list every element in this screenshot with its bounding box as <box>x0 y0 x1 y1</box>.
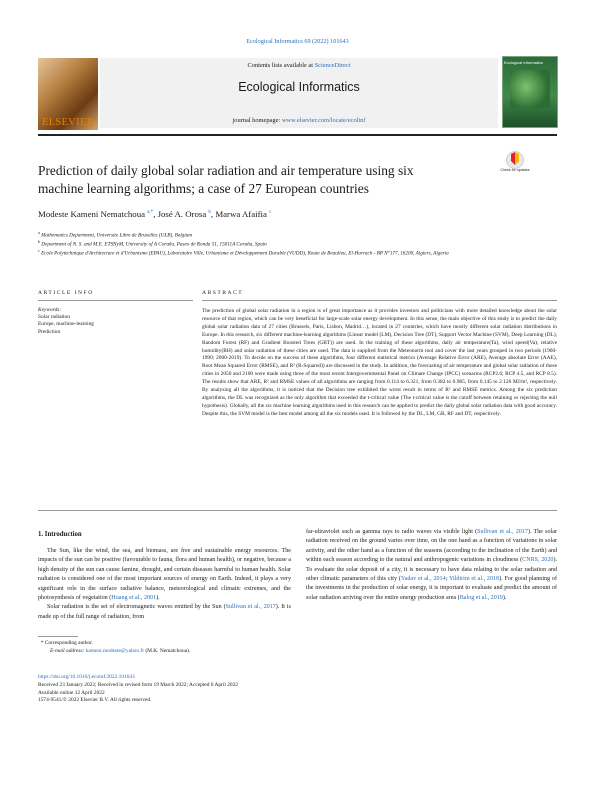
author-sup: b <box>208 210 211 216</box>
citation-link[interactable]: Yildirim et al., 2018 <box>448 576 500 583</box>
article-title <box>38 162 508 198</box>
keywords-label: Keywords: <box>38 307 62 313</box>
intro-paragraph-2 <box>38 603 291 622</box>
title-line-2: machine learning algorithms; a case of 27 European countries <box>38 181 369 196</box>
corresponding-text: Corresponding author. <box>44 640 93 646</box>
copyright: 1574-9541/© 2022 Elsevier B.V. All rights reserved. <box>38 697 152 704</box>
keyword: Europe, machine-learning <box>38 321 94 328</box>
available-online: Available online 12 April 2022 <box>38 689 105 696</box>
paragraph-text: ; <box>445 576 449 583</box>
introduction-heading: 1. Introduction <box>38 531 82 538</box>
affiliation-sup: b <box>38 239 40 244</box>
cover-title: Ecological Informatics <box>504 60 543 65</box>
author-list <box>38 209 558 219</box>
author-sup: a,* <box>147 210 154 216</box>
affiliation-sup: c <box>38 248 40 253</box>
intro-paragraph-continued <box>306 528 557 603</box>
abstract-text: The prediction of global solar radiation in a region is of great importance as it provides investors and politicians with more detailed knowledge about the solar resource of that region, which can be very beneficial for large-scale solar energy development. In this sense, the main objective of this study is to predict the daily global solar radiation data of 27 cities (Brussels, Paris, Lisbon, Madrid…), located in 27 countries, which have mostly different solar radiation distributions in Europe. In this research, six different machine-learning algorithms (Linear model (LM), Decision Tree (DT), Support Vector Machine (SVM), Deep Learning (DL), Random Forest (RF) and Gradient Boosted Trees (GBT)) are used. In the training of these algorithms, daily air temperature(Ta), wind speed(Va), relative humidity(RH) and solar radiation of these cities are used. The data is supplied from the Meteonorm tool and cover the last years grouped in two periods (1960-1990; 2000-2019). To decide on the success of these algorithms, four different statistical metrics (Average Relative Error (ARE), Average absolute Error (AAE), Root Mean Squared Error (RMSE), and R² (R-Squared)) are discussed in the study. In addition, the forecasting of air temperature and global solar radiation of these cities in 2050 and 2100 were made using three of the most recent Intergovernmental Panel on Climate Change (IPCC) scenarios (RCP2.6; RCP 4.5, and RCP 8.5). The results show that ARE, R² and RMSE values of all algorithms are ranging from 0.114 to 6.321, from 0.382 to 0.985, from 0.145 to 2.126 MJ/m², respectively. By analysing all the algorithms, it is noticed that the Decision tree exhibited the worst result in terms of R² and RMSE metrics. Among the six prediction algorithms, the DL was recognized as the only algorithm that exceeded the t-critical value (The t-critical value is the cutoff between retaining or rejecting the null hypothesis). Globally, all the six machine learning algorithms used in this research can be applied to predict the daily global solar radiation data with good accuracy. Despite this, the SVM model is the best model among all the six models used. It is followed by the DL, LM, GB, RF and DT, respectively. <box>202 308 557 417</box>
author-name: Modeste Kameni Nematchoua <box>38 209 145 219</box>
footnote <box>38 640 338 655</box>
check-for-updates-icon[interactable] <box>502 150 528 178</box>
author-separator: , <box>153 209 158 219</box>
author-3[interactable] <box>215 209 271 219</box>
article-info-rule <box>38 300 193 301</box>
homepage-line <box>100 117 498 124</box>
citation-link[interactable]: Balog et al., 2019 <box>459 594 503 601</box>
author-1[interactable] <box>38 209 153 219</box>
sciencedirect-link[interactable]: ScienceDirect <box>314 62 351 69</box>
citation-link[interactable]: Sullivan et al., 2017 <box>477 529 528 535</box>
affiliation-sup: a <box>38 230 40 235</box>
corresponding-note: * Corresponding author. <box>38 640 93 646</box>
author-name: Marwa Afaifia <box>215 209 267 219</box>
paragraph-text: ). To evaluate the solar deposit of a city, it is necessary to have data relating to the solar radiation and other climatic parameters of this city ( <box>306 557 558 583</box>
affiliation-c <box>38 247 543 258</box>
cover-artwork <box>510 70 550 108</box>
intro-left-column <box>38 547 291 622</box>
intro-right-column <box>306 528 557 603</box>
citation-link[interactable]: CNRS, 2020 <box>522 557 554 564</box>
received-dates: Received 23 January 2022; Received in revised form 19 March 2022; Accepted 6 April 2022 <box>38 681 238 688</box>
paragraph-text: The Sun, like the wind, the sea, and biomass, are free and sustainable energy resources. The impacts of the sun can be positive (favourable to fauna, flora and human health), or negative, because a high density of the sun can cause famine, drought, and certain diseases harmful to human health. Solar radiation is considered one of the most important sources of energy on Earth. Indeed, it plays a very significant role in the surface radiative balance, meteorological and climatic extremes, and the photosynthesis of vegetation ( <box>38 548 291 602</box>
abstract-rule <box>202 300 557 301</box>
paragraph-text: ). For good planning of the investments in the production of solar energy, it is important to evaluate and predict the amount of solar radiation arriving over the entire energy production area ( <box>306 576 557 601</box>
email-suffix: (M.K. Nematchoua). <box>144 647 191 654</box>
email-line <box>38 648 338 656</box>
keyword: Solar radiation <box>38 314 70 321</box>
paragraph-text: ). <box>502 594 507 601</box>
paragraph-text: ). The solar radiation received on the ground varies over time, on the one hand as a function of variations in solar activity, and the other hand as a function of the seasons (according to the inclination of the Earth) and within each season according to the natural and anthropogenic variations in cloudiness ( <box>306 529 558 564</box>
affiliation-text: Mathematics Department, Universite Libre de Bruxelles (ULB), Belgium <box>41 232 193 239</box>
contents-line <box>100 62 498 69</box>
keywords-block <box>38 307 168 336</box>
check-updates-label[interactable]: Check for updates <box>500 168 530 172</box>
paragraph-text: ). <box>156 595 160 602</box>
abstract-heading: ABSTRACT <box>202 290 244 296</box>
citation-link[interactable]: Huang et al., 2001 <box>111 595 157 602</box>
publication-info <box>38 674 438 705</box>
author-2[interactable] <box>158 209 211 219</box>
abstract-bottom-rule <box>38 510 557 511</box>
contents-prefix: Contents lists available at <box>247 62 315 69</box>
paragraph-text: Solar radiation is the set of electromagnetic waves emitted by the Sun ( <box>47 604 226 611</box>
intro-paragraph-1 <box>38 547 291 603</box>
title-line-1: Prediction of daily global solar radiation and air temperature using six <box>38 163 414 178</box>
email-label: E-mail address: <box>50 647 86 654</box>
journal-name: Ecological Informatics <box>238 80 360 94</box>
article-info-heading: ARTICLE INFO <box>38 290 94 296</box>
keyword: Prediction <box>38 328 61 335</box>
paragraph-text: ). It is made up of the full range of radiation, from <box>38 604 291 620</box>
author-sup: c <box>269 210 272 216</box>
citation-link[interactable]: Sullivan et al., 2017 <box>225 604 276 611</box>
citation-link[interactable]: Yadav et al., 2014 <box>400 576 446 583</box>
affiliation-text: Department of N. S. and M.E. ETSNyM, University of A Coruña, Paseo de Ronda 51, 15011A Coruña, Spain <box>41 241 267 248</box>
paragraph-text: far-ultraviolet such as gamma rays to radio waves via visible light ( <box>306 529 478 535</box>
footnote-rule <box>38 636 78 637</box>
affiliation-text: Ecole Polytechnique d'Architecture et d'Urbanisme (EPAU), Laboratoire Ville, Urbanisme et Développement Durable (VUDD), Route de Beaulieu, El-Harrach - BP N°177, 16200, Algiers, Algeria <box>41 250 449 257</box>
journal-citation[interactable]: Ecological Informatics 69 (2022) 101643 <box>246 38 349 45</box>
author-name: José A. Orosa <box>157 209 207 219</box>
doi-link[interactable]: https://doi.org/10.1016/j.ecoinf.2022.101643 <box>38 674 135 680</box>
homepage-prefix: journal homepage: <box>232 117 282 124</box>
author-separator: , <box>210 209 216 219</box>
header-divider <box>38 134 557 136</box>
email-link[interactable]: kameni.modeste@yahoo.fr <box>85 647 144 654</box>
homepage-link[interactable]: www.elsevier.com/locate/ecolinf <box>281 117 366 124</box>
publisher-wordmark: ELSEVIER <box>42 117 94 128</box>
